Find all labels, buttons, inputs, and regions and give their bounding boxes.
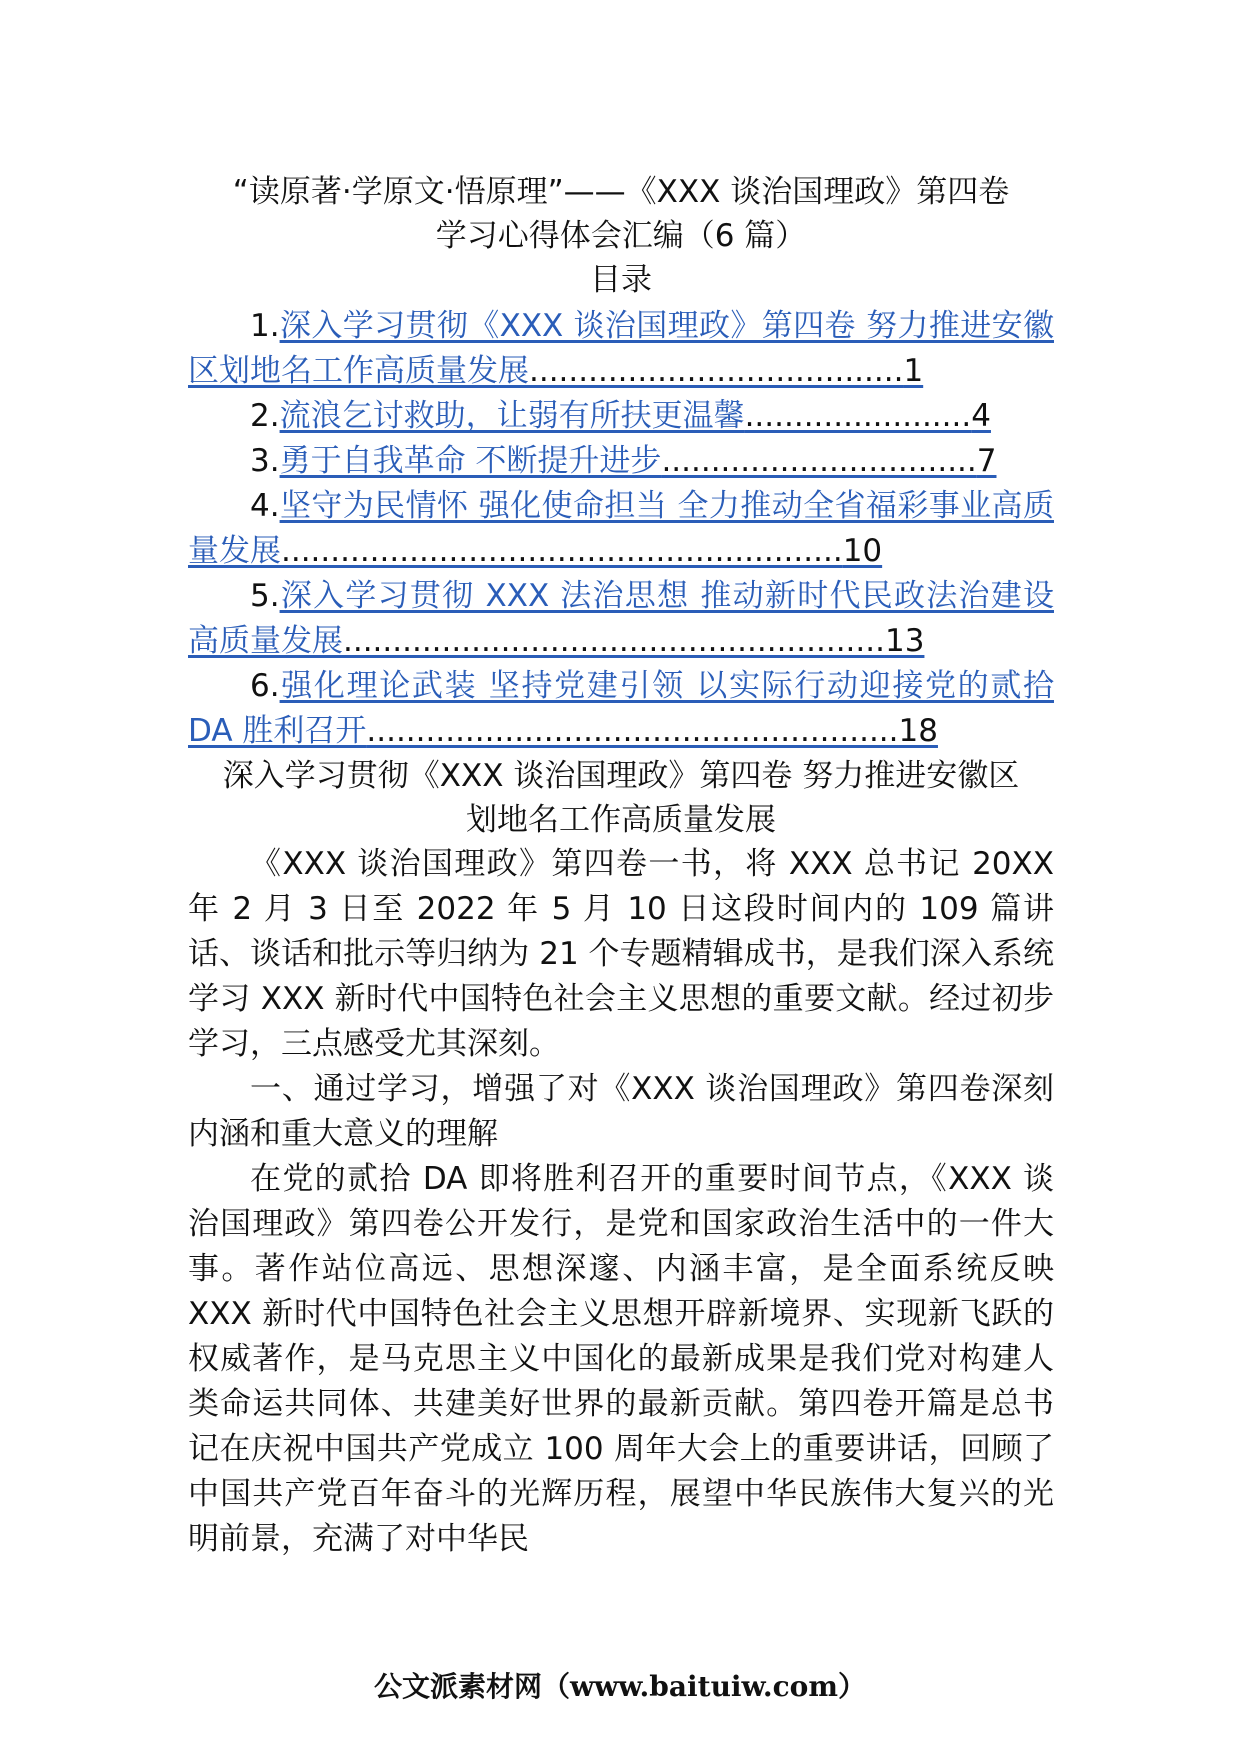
- toc-item-number: 3.: [250, 443, 280, 479]
- document-title-line2: 学习心得体会汇编（6 篇）: [435, 218, 807, 254]
- toc-item: [188, 304, 1054, 394]
- toc-item-number: 2.: [250, 398, 280, 434]
- section-title-line1: 深入学习贯彻《XXX 谈治国理政》第四卷 努力推进安徽区: [222, 758, 1020, 794]
- toc-leader-dots: ......................................................: [366, 713, 899, 749]
- toc-link[interactable]: 深入学习贯彻 XXX 法治思想 推动新时代民政法治建设高质量发展: [188, 578, 1054, 659]
- toc-leader-dots: ......................................: [529, 353, 904, 389]
- toc-link[interactable]: 强化理论武装 坚持党建引领 以实际行动迎接党的贰拾 DA 胜利召开: [188, 668, 1054, 749]
- table-of-contents: [188, 304, 1054, 754]
- toc-item-number: 6.: [250, 668, 280, 704]
- toc-item-number: 4.: [250, 488, 280, 524]
- body-paragraph: 《XXX 谈治国理政》第四卷一书，将 XXX 总书记 20XX 年 2 月 3 日至 2022 年 5 月 10 日这段时间内的 109 篇讲话、谈话和批示等归纳为 21 个专题精辑成书，是我们深入系统学习 XXX 新时代中国特色社会主义思想的重要文献。经过初步学习，三点感受尤其深刻。: [188, 846, 1054, 1062]
- document-title-line1: “读原著·学原文·悟原理”——《XXX 谈治国理政》第四卷: [232, 174, 1010, 210]
- section-title-line2: 划地名工作高质量发展: [466, 802, 776, 838]
- toc-item-number: 1.: [250, 308, 280, 344]
- toc-link[interactable]: 流浪乞讨救助，让弱有所扶更温馨: [279, 398, 745, 434]
- toc-leader-dots: ................................: [661, 443, 977, 479]
- toc-leader-dots: .......................: [744, 398, 972, 434]
- toc-heading: 目录: [590, 262, 652, 298]
- toc-leader-dots: .........................................................: [281, 533, 843, 569]
- toc-page-number: 4: [971, 398, 991, 434]
- toc-item: [188, 394, 1054, 439]
- toc-item: [188, 439, 1054, 484]
- toc-page-number: 10: [842, 533, 883, 569]
- toc-page-number: 7: [976, 443, 997, 479]
- toc-link[interactable]: 坚守为民情怀 强化使命担当 全力推动全省福彩事业高质量发展: [188, 488, 1054, 569]
- toc-item: [188, 484, 1054, 574]
- toc-item-number: 5.: [250, 578, 280, 614]
- toc-page-number: 1: [903, 353, 924, 389]
- footer-watermark: 公文派素材网（www.baituiw.com）: [374, 1670, 866, 1703]
- toc-link[interactable]: 深入学习贯彻《XXX 谈治国理政》第四卷 努力推进安徽区划地名工作高质量发展: [188, 308, 1054, 389]
- body-paragraph: 在党的贰拾 DA 即将胜利召开的重要时间节点，《XXX 谈治国理政》第四卷公开发行，是党和国家政治生活中的一件大事。著作站位高远、思想深邃、内涵丰富，是全面系统反映 XXX 新时代中国特色社会主义思想开辟新境界、实现新飞跃的权威著作，是马克思主义中国化的最新成果是我们党对构建人类命运共同体、共建美好世界的最新贡献。第四卷开篇是总书记在庆祝中国共产党成立 100 周年大会上的重要讲话，回顾了中国共产党百年奋斗的光辉历程，展望中华民族伟大复兴的光明前景，充满了对中华民: [188, 1161, 1054, 1557]
- toc-page-number: 18: [898, 713, 938, 749]
- toc-page-number: 13: [884, 623, 925, 659]
- toc-item: [188, 664, 1054, 754]
- toc-link[interactable]: 勇于自我革命 不断提升进步: [279, 443, 662, 479]
- toc-item: [188, 574, 1054, 664]
- toc-leader-dots: .......................................................: [343, 623, 885, 659]
- document-page: [188, 170, 1054, 1562]
- section-subheading: 一、通过学习，增强了对《XXX 谈治国理政》第四卷深刻内涵和重大意义的理解: [188, 1071, 1054, 1152]
